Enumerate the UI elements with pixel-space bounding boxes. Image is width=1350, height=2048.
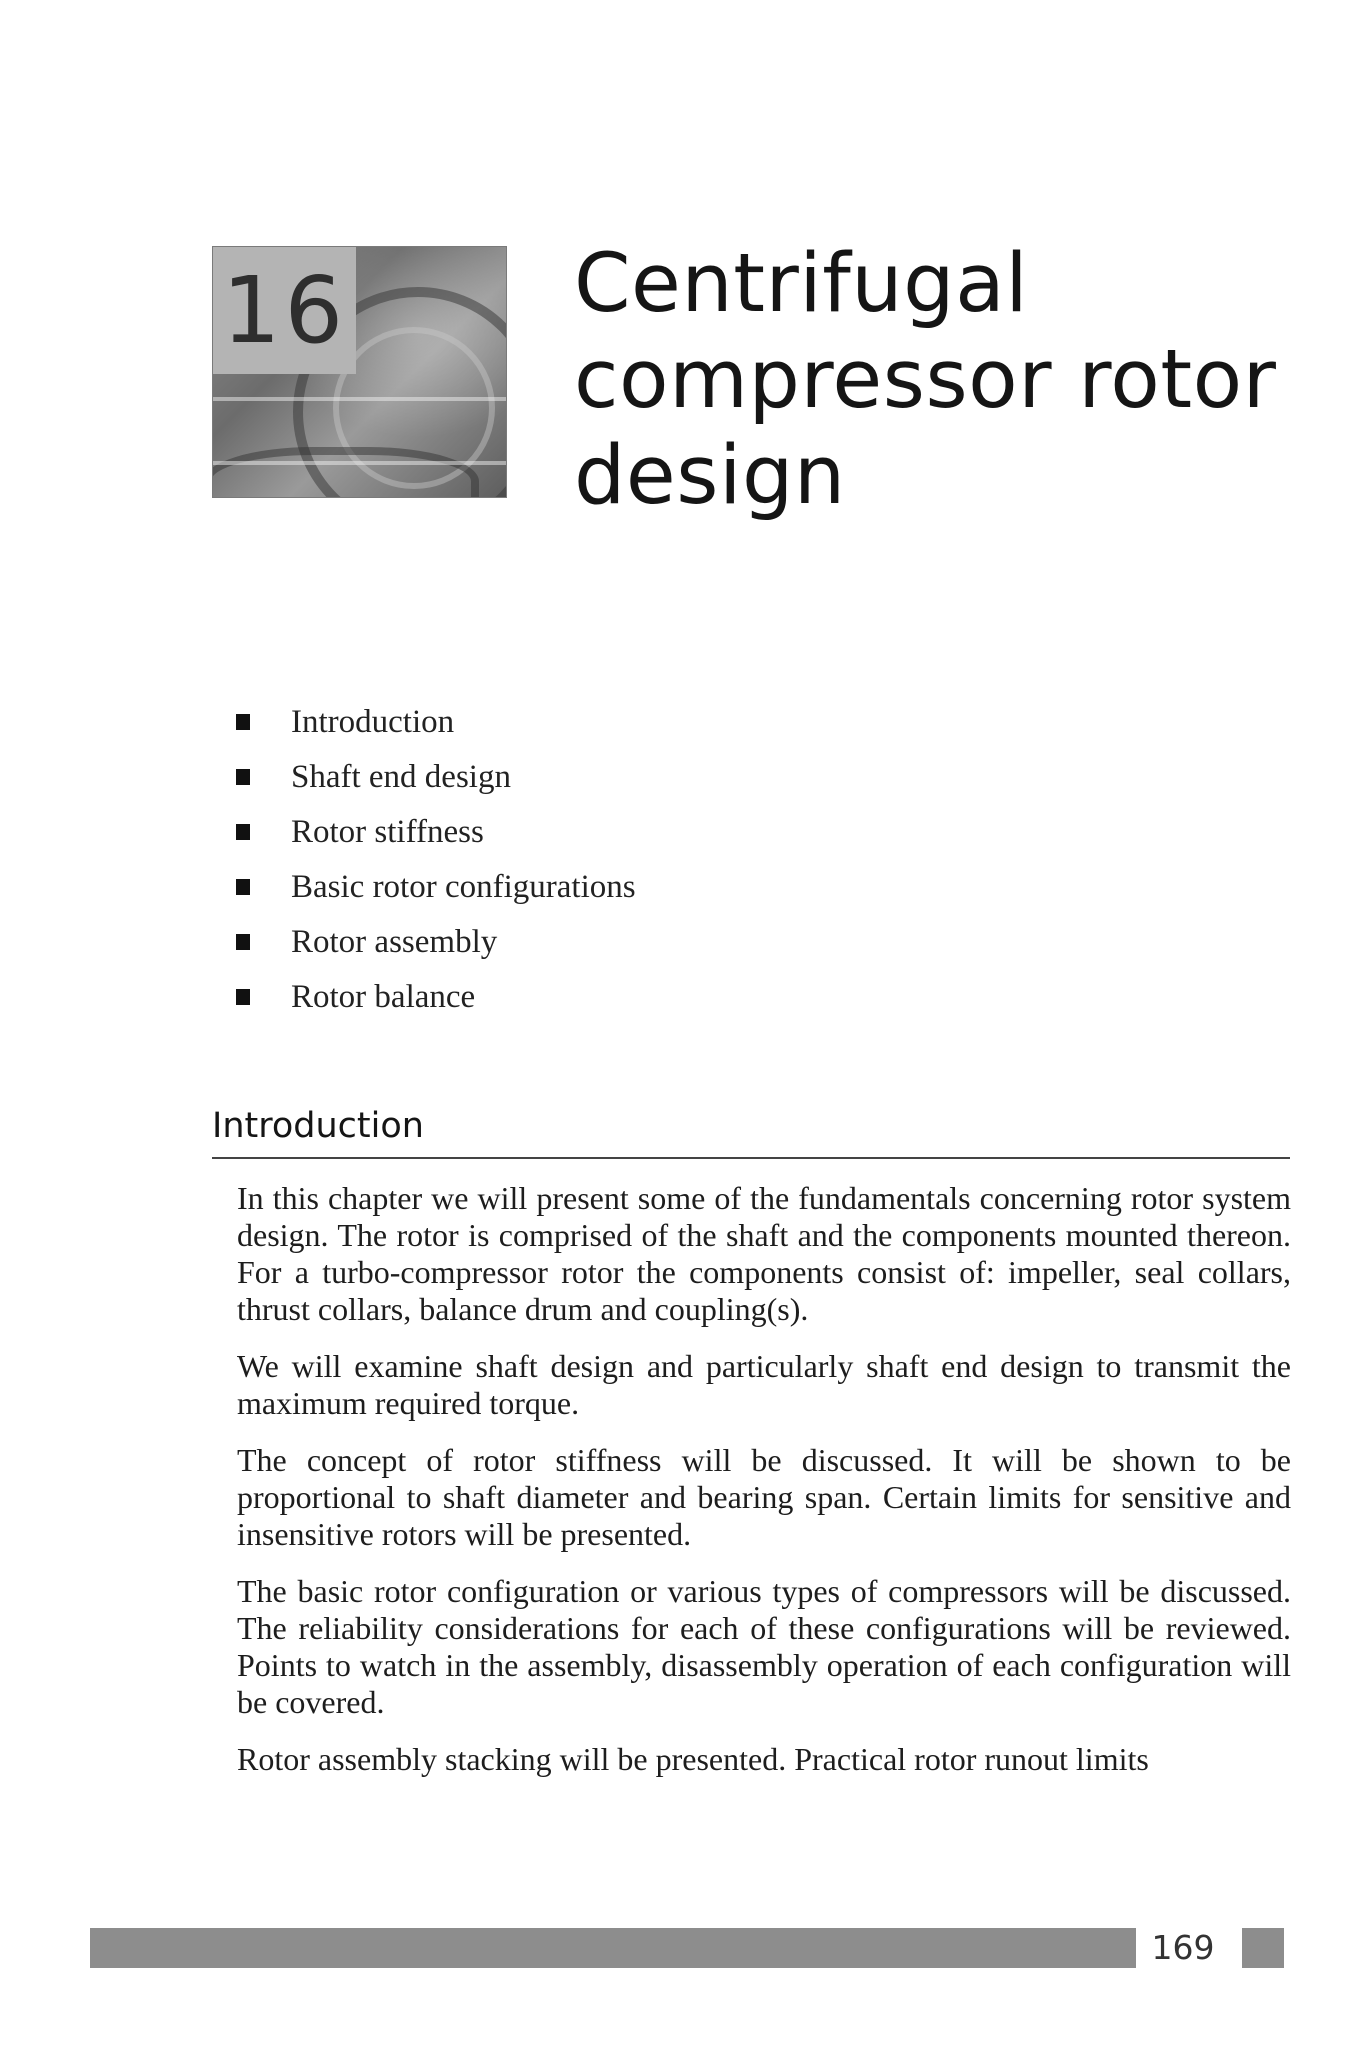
- chapter-title-line: Centrifugal: [574, 237, 1029, 331]
- paragraph: Rotor assembly stacking will be presented. Practical rotor runout limits: [237, 1741, 1149, 1777]
- bullet-icon: [236, 989, 250, 1005]
- page-number: 169: [1151, 1928, 1215, 1967]
- chapter-title: [574, 236, 1314, 524]
- chapter-title-line: compressor rotor: [574, 333, 1277, 427]
- contents-item-label: Rotor balance: [291, 979, 476, 1015]
- contents-item: [236, 865, 636, 920]
- contents-item-label: Rotor stiffness: [291, 814, 484, 850]
- body-text: [237, 1180, 1291, 1798]
- bullet-icon: [236, 824, 250, 840]
- contents-item-label: Shaft end design: [291, 759, 511, 795]
- footer-bar: [90, 1928, 1136, 1968]
- bullet-icon: [236, 879, 250, 895]
- section-divider: [212, 1157, 1290, 1159]
- bullet-icon: [236, 769, 250, 785]
- contents-item-label: Rotor assembly: [291, 924, 498, 960]
- chapter-title-line: design: [574, 429, 846, 523]
- footer-marker: [1242, 1928, 1284, 1968]
- bullet-icon: [236, 714, 250, 730]
- contents-item: [236, 700, 636, 755]
- compressor-photo-shape: [212, 447, 479, 498]
- contents-item: [236, 920, 636, 975]
- photo-stripe: [213, 397, 506, 401]
- paragraph: The concept of rotor stiffness will be discussed. It will be shown to be proportional to shaft diameter and bearing span. Certain limits for sensitive and insensitive rotors will be presented.: [237, 1442, 1291, 1552]
- photo-stripe: [213, 461, 506, 465]
- section-heading: Introduction: [212, 1106, 424, 1146]
- contents-item-label: Introduction: [291, 704, 455, 740]
- contents-item: [236, 810, 636, 865]
- paragraph: We will examine shaft design and particularly shaft end design to transmit the maximum required torque.: [237, 1348, 1291, 1421]
- bullet-icon: [236, 934, 250, 950]
- contents-item: [236, 975, 636, 1030]
- chapter-number: 16: [213, 247, 356, 374]
- paragraph: The basic rotor configuration or various types of compressors will be discussed. The reliability considerations for each of these configurations will be reviewed. Points to watch in the assembly, disassembly operation of each configuration will be covered.: [237, 1573, 1291, 1720]
- contents-item: [236, 755, 636, 810]
- chapter-contents-list: [236, 700, 636, 1030]
- paragraph: In this chapter we will present some of the fundamentals concerning rotor system design. The rotor is comprised of the shaft and the components mounted thereon. For a turbo-compressor rotor the components consist of: impeller, seal collars, thrust collars, balance drum and coupling(s).: [237, 1180, 1291, 1327]
- contents-item-label: Basic rotor configurations: [291, 869, 636, 905]
- chapter-image: [212, 246, 507, 498]
